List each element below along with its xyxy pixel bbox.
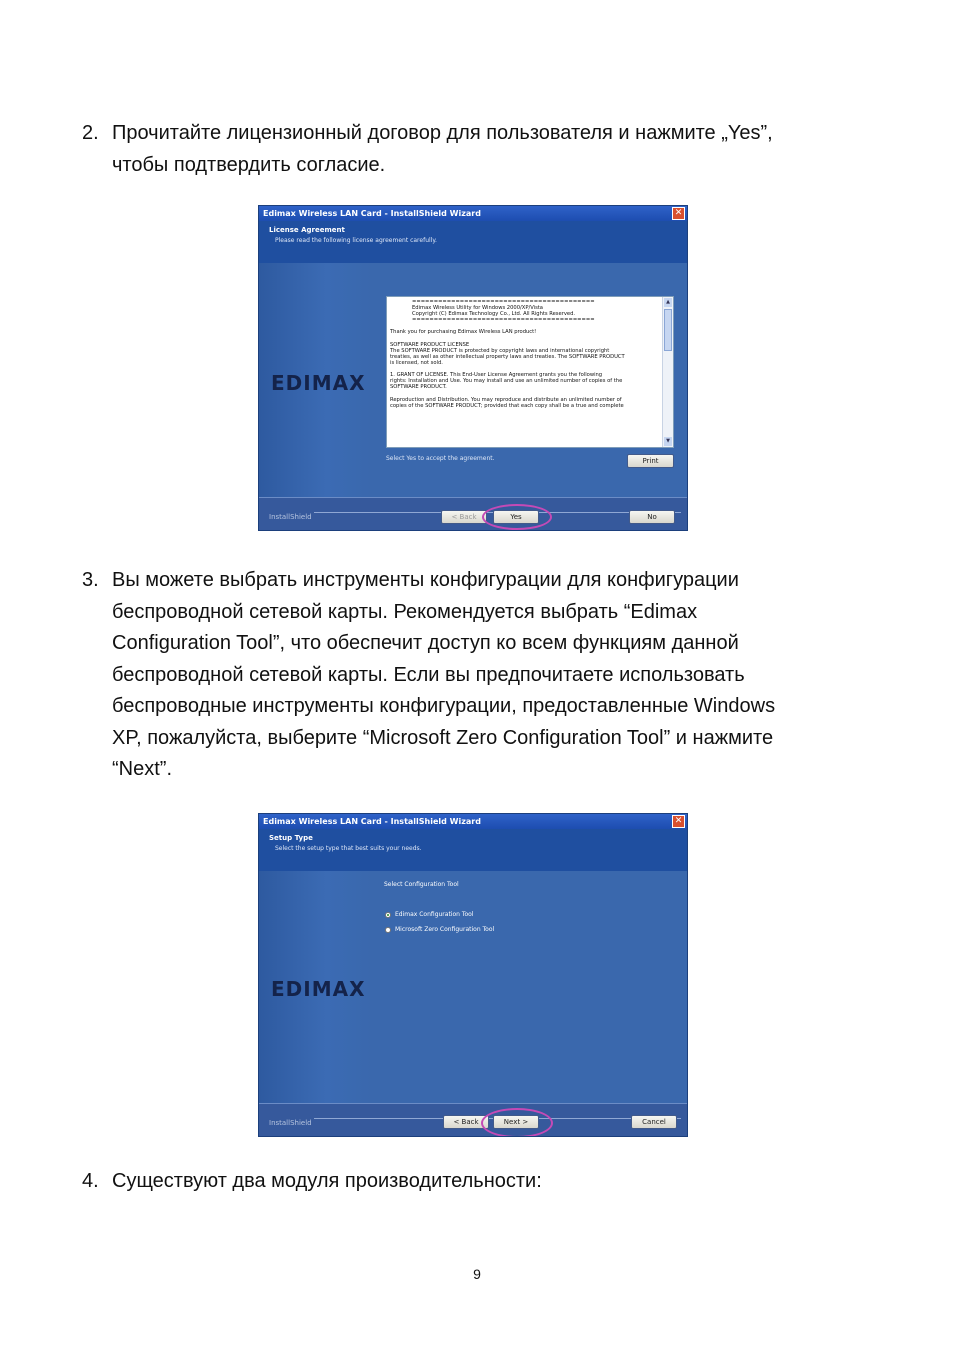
step-line: чтобы подтвердить согласие.: [112, 153, 386, 176]
wizard-footer: [259, 1103, 687, 1136]
radio-microsoft-zero-config-tool[interactable]: [385, 927, 391, 933]
scroll-up-icon[interactable]: ▲: [664, 298, 672, 307]
wizard-footer: [259, 497, 687, 530]
option-label[interactable]: Microsoft Zero Configuration Tool: [395, 926, 495, 933]
page-number: 9: [473, 1266, 481, 1282]
highlight-circle: [482, 504, 552, 530]
print-button[interactable]: Print: [627, 454, 674, 468]
setup-type-dialog-screenshot: [258, 813, 688, 1137]
back-button[interactable]: < Back: [443, 1115, 489, 1129]
wizard-header-title: Setup Type: [269, 834, 313, 842]
close-icon[interactable]: ✕: [672, 815, 685, 828]
license-line: The SOFTWARE PRODUCT is protected by copyright laws and international copyright: [390, 347, 610, 354]
wizard-header-title: License Agreement: [269, 226, 345, 234]
step-number: 3.: [82, 569, 99, 591]
step-line: Вы можете выбрать инструменты конфигурации для конфигурации: [112, 569, 739, 591]
step-line: беспроводной сетевой карты. Если вы предпочитаете использовать: [112, 663, 745, 686]
scroll-down-icon[interactable]: ▼: [664, 437, 672, 446]
installshield-label: InstallShield: [269, 513, 312, 521]
highlight-circle: [481, 1108, 553, 1137]
no-button[interactable]: No: [629, 510, 675, 524]
license-line: Thank you for purchasing Edimax Wireless LAN product!: [390, 329, 537, 336]
step-text: [112, 565, 775, 786]
step-line: беспроводные инструменты конфигурации, предоставленные Windows: [112, 695, 776, 717]
license-line: ==========================================: [412, 299, 595, 305]
step-number: 4.: [82, 1170, 99, 1192]
option-label[interactable]: Edimax Configuration Tool: [395, 911, 474, 918]
license-line: 1. GRANT OF LICENSE. This End-User License Agreement grants you the following: [390, 372, 603, 379]
config-tool-group-label: Select Configuration Tool: [384, 881, 459, 888]
installshield-label: InstallShield: [269, 1119, 312, 1127]
scroll-thumb[interactable]: [664, 309, 672, 351]
step-text: [112, 118, 773, 181]
wizard-header: [259, 221, 687, 263]
step-line: “Next”.: [112, 758, 172, 780]
wizard-header-subtitle: Please read the following license agreement carefully.: [275, 237, 437, 244]
wizard-side-panel: [259, 263, 371, 498]
radio-edimax-config-tool[interactable]: [385, 912, 391, 918]
license-line: Edimax Wireless Utility for Windows 2000/XP/Vista: [412, 305, 543, 312]
license-line: is licensed, not sold.: [390, 359, 443, 366]
license-line: SOFTWARE PRODUCT LICENSE: [390, 341, 470, 348]
step-line: беспроводной сетевой карты. Рекомендуется выбрать “Edimax: [112, 600, 698, 623]
license-line: treaties, as well as other intellectual property laws and treaties. The SOFTWARE PRODUCT: [390, 353, 625, 360]
window-title: Edimax Wireless LAN Card - InstallShield Wizard: [259, 206, 687, 221]
edimax-logo: EDIMAX: [271, 371, 366, 395]
step-line: Существуют два модуля производительности:: [112, 1170, 542, 1192]
wizard-side-panel: [259, 871, 371, 1104]
license-line: Copyright (C) Edimax Technology Co., Ltd. All Rights Reserved.: [412, 311, 576, 318]
accept-prompt: Select Yes to accept the agreement.: [386, 455, 495, 462]
license-dialog-screenshot: [258, 205, 688, 531]
step-text: [112, 1166, 542, 1198]
license-scrollbar[interactable]: [662, 297, 673, 447]
back-button[interactable]: < Back: [441, 510, 487, 524]
yes-button[interactable]: Yes: [493, 510, 539, 524]
step-line: Configuration Tool”, что обеспечит доступ ко всем функциям данной: [112, 632, 739, 654]
window-title: Edimax Wireless LAN Card - InstallShield Wizard: [259, 814, 687, 829]
license-line: SOFTWARE PRODUCT.: [390, 384, 447, 391]
wizard-header-subtitle: Select the setup type that best suits your needs.: [275, 845, 422, 852]
license-line: rights: Installation and Use. You may install and use an unlimited number of copies of the: [390, 378, 623, 385]
next-button[interactable]: Next >: [493, 1115, 539, 1129]
step-line: Прочитайте лицензионный договор для пользователя и нажмите „Yes”,: [112, 122, 773, 144]
step-line: XP, пожалуйста, выберите “Microsoft Zero Configuration Tool” и нажмите: [112, 726, 774, 749]
license-line: Reproduction and Distribution. You may reproduce and distribute an unlimited number of: [390, 396, 622, 403]
cancel-button[interactable]: Cancel: [631, 1115, 677, 1129]
wizard-header: [259, 829, 687, 871]
license-line: ==========================================: [412, 317, 595, 324]
edimax-logo: EDIMAX: [271, 977, 366, 1001]
license-textbox[interactable]: [386, 296, 674, 448]
close-icon[interactable]: ✕: [672, 207, 685, 220]
license-line: copies of the SOFTWARE PRODUCT; provided that each copy shall be a true and complete: [390, 402, 624, 409]
step-number: 2.: [82, 122, 99, 144]
